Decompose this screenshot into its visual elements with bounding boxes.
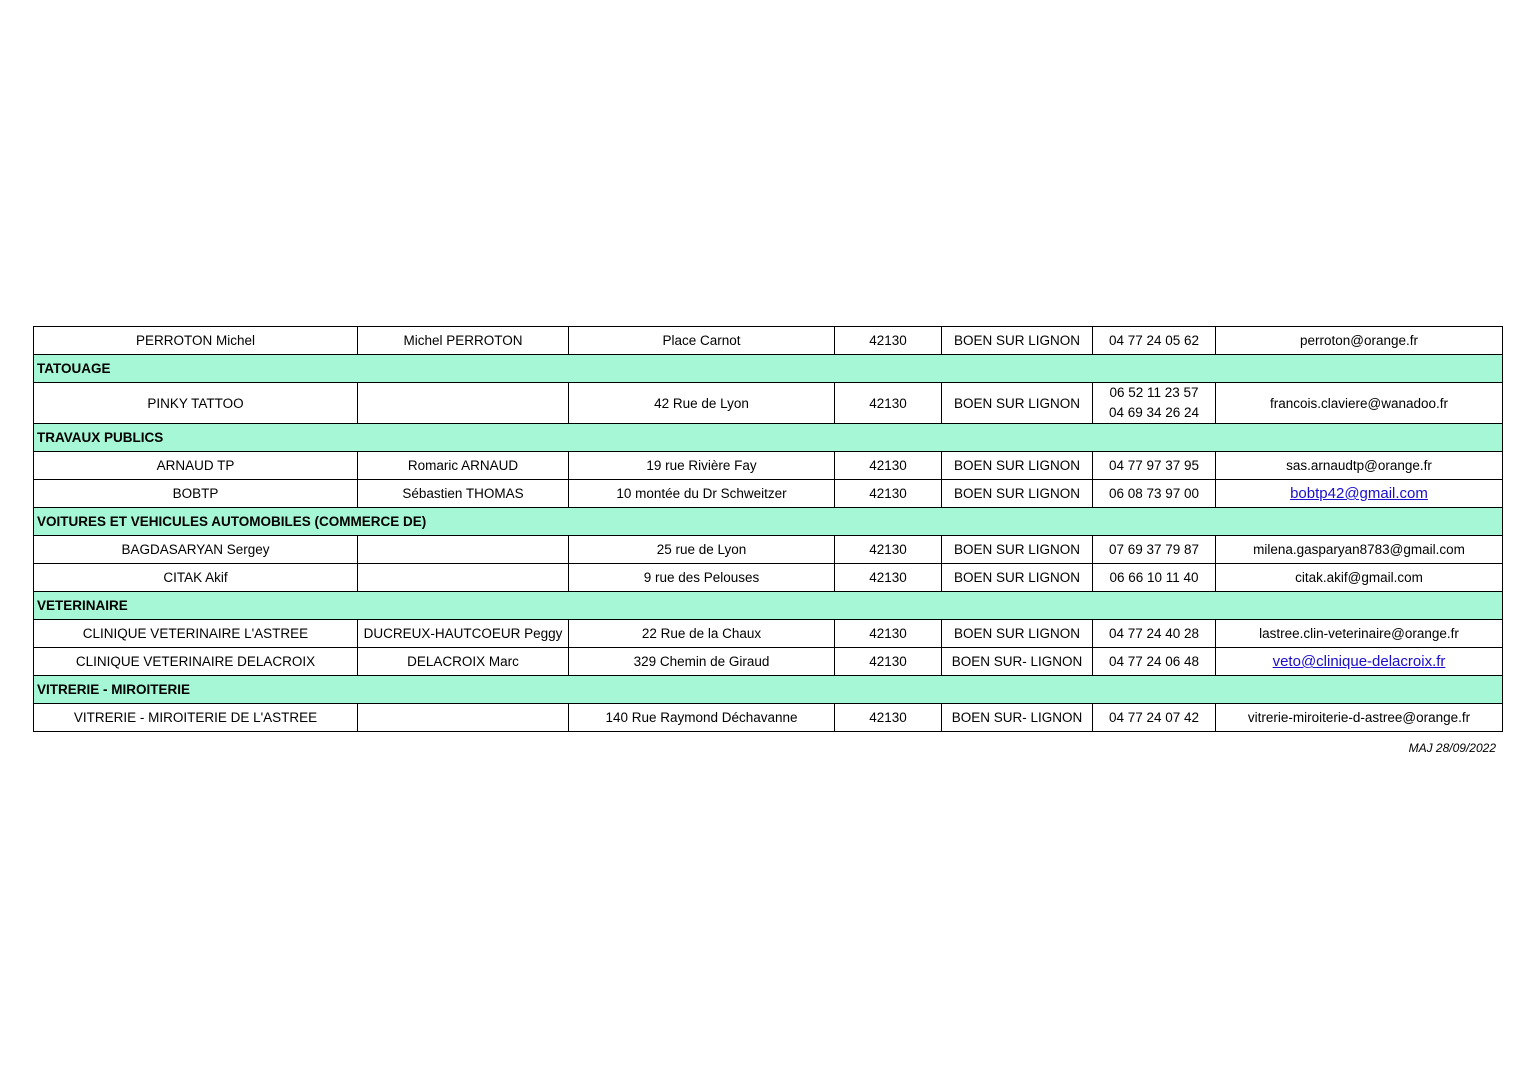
email-link[interactable]: veto@clinique-delacroix.fr bbox=[1272, 653, 1446, 670]
table-row bbox=[34, 327, 1503, 355]
section-label: TATOUAGE bbox=[34, 355, 1503, 383]
table-row bbox=[34, 564, 1503, 592]
email-cell: vitrerie-miroiterie-d-astree@orange.fr bbox=[1216, 704, 1503, 732]
business-name-cell: PERROTON Michel bbox=[34, 327, 358, 355]
contact-person-cell: Michel PERROTON bbox=[358, 327, 569, 355]
phone-number: 04 77 24 05 62 bbox=[1108, 332, 1200, 348]
contact-person-cell bbox=[358, 383, 569, 424]
business-name-cell: CLINIQUE VETERINAIRE DELACROIX bbox=[34, 648, 358, 676]
address-cell: Place Carnot bbox=[569, 327, 835, 355]
email-cell: lastree.clin-veterinaire@orange.fr bbox=[1216, 620, 1503, 648]
section-label: VOITURES ET VEHICULES AUTOMOBILES (COMMERCE DE) bbox=[34, 508, 1503, 536]
table-row bbox=[34, 452, 1503, 480]
business-name-cell: BOBTP bbox=[34, 480, 358, 508]
business-name-cell: VITRERIE - MIROITERIE DE L'ASTREE bbox=[34, 704, 358, 732]
phone-number: 04 77 24 40 28 bbox=[1108, 625, 1200, 641]
city-cell: BOEN SUR LIGNON bbox=[942, 383, 1093, 424]
contact-person-cell: DUCREUX-HAUTCOEUR Peggy bbox=[358, 620, 569, 648]
city-cell: BOEN SUR LIGNON bbox=[942, 480, 1093, 508]
postcode-cell: 42130 bbox=[835, 648, 942, 676]
postcode-cell: 42130 bbox=[835, 383, 942, 424]
contact-person-cell bbox=[358, 564, 569, 592]
business-name-cell: PINKY TATTOO bbox=[34, 383, 358, 424]
contact-person-cell: Romaric ARNAUD bbox=[358, 452, 569, 480]
email-link[interactable]: bobtp42@gmail.com bbox=[1290, 485, 1428, 502]
section-label: TRAVAUX PUBLICS bbox=[34, 424, 1503, 452]
section-header-row bbox=[34, 676, 1503, 704]
email-cell: perroton@orange.fr bbox=[1216, 327, 1503, 355]
phone-cell bbox=[1093, 536, 1216, 564]
phone-cell bbox=[1093, 620, 1216, 648]
city-cell: BOEN SUR- LIGNON bbox=[942, 648, 1093, 676]
table-row bbox=[34, 620, 1503, 648]
postcode-cell: 42130 bbox=[835, 536, 942, 564]
phone-cell bbox=[1093, 327, 1216, 355]
address-cell: 42 Rue de Lyon bbox=[569, 383, 835, 424]
phone-number: 04 77 24 06 48 bbox=[1108, 653, 1200, 669]
address-cell: 9 rue des Pelouses bbox=[569, 564, 835, 592]
update-note: MAJ 28/09/2022 bbox=[1408, 741, 1496, 755]
directory-body bbox=[34, 327, 1503, 732]
contact-person-cell bbox=[358, 536, 569, 564]
email-cell: citak.akif@gmail.com bbox=[1216, 564, 1503, 592]
city-cell: BOEN SUR- LIGNON bbox=[942, 704, 1093, 732]
phone-cell bbox=[1093, 704, 1216, 732]
postcode-cell: 42130 bbox=[835, 452, 942, 480]
business-name-cell: CITAK Akif bbox=[34, 564, 358, 592]
address-cell: 140 Rue Raymond Déchavanne bbox=[569, 704, 835, 732]
table-row bbox=[34, 383, 1503, 424]
city-cell: BOEN SUR LIGNON bbox=[942, 327, 1093, 355]
address-cell: 25 rue de Lyon bbox=[569, 536, 835, 564]
section-header-row bbox=[34, 424, 1503, 452]
phone-number: 04 77 97 37 95 bbox=[1108, 457, 1200, 473]
phone-cell bbox=[1093, 452, 1216, 480]
city-cell: BOEN SUR LIGNON bbox=[942, 620, 1093, 648]
table-row bbox=[34, 480, 1503, 508]
phone-cell bbox=[1093, 564, 1216, 592]
section-header-row bbox=[34, 508, 1503, 536]
city-cell: BOEN SUR LIGNON bbox=[942, 564, 1093, 592]
address-cell: 19 rue Rivière Fay bbox=[569, 452, 835, 480]
contact-person-cell: DELACROIX Marc bbox=[358, 648, 569, 676]
address-cell: 10 montée du Dr Schweitzer bbox=[569, 480, 835, 508]
email-cell: francois.claviere@wanadoo.fr bbox=[1216, 383, 1503, 424]
address-cell: 22 Rue de la Chaux bbox=[569, 620, 835, 648]
business-directory-table bbox=[33, 326, 1503, 732]
phone-cell bbox=[1093, 383, 1216, 424]
section-label: VITRERIE - MIROITERIE bbox=[34, 676, 1503, 704]
section-label: VETERINAIRE bbox=[34, 592, 1503, 620]
city-cell: BOEN SUR LIGNON bbox=[942, 536, 1093, 564]
phone-number: 06 66 10 11 40 bbox=[1109, 569, 1199, 585]
contact-person-cell bbox=[358, 704, 569, 732]
email-cell: milena.gasparyan8783@gmail.com bbox=[1216, 536, 1503, 564]
table-row bbox=[34, 704, 1503, 732]
email-cell[interactable] bbox=[1216, 480, 1503, 508]
contact-person-cell: Sébastien THOMAS bbox=[358, 480, 569, 508]
business-name-cell: CLINIQUE VETERINAIRE L'ASTREE bbox=[34, 620, 358, 648]
phone-number: 07 69 37 79 87 bbox=[1108, 541, 1200, 557]
postcode-cell: 42130 bbox=[835, 480, 942, 508]
phone-number: 06 52 11 23 57 bbox=[1109, 385, 1199, 400]
city-cell: BOEN SUR LIGNON bbox=[942, 452, 1093, 480]
phone-number: 06 08 73 97 00 bbox=[1108, 485, 1200, 501]
email-cell[interactable] bbox=[1216, 648, 1503, 676]
email-cell: sas.arnaudtp@orange.fr bbox=[1216, 452, 1503, 480]
phone-number: 04 77 24 07 42 bbox=[1108, 709, 1200, 725]
section-header-row bbox=[34, 592, 1503, 620]
postcode-cell: 42130 bbox=[835, 327, 942, 355]
postcode-cell: 42130 bbox=[835, 704, 942, 732]
phone-cell bbox=[1093, 648, 1216, 676]
postcode-cell: 42130 bbox=[835, 564, 942, 592]
section-header-row bbox=[34, 355, 1503, 383]
business-name-cell: ARNAUD TP bbox=[34, 452, 358, 480]
address-cell: 329 Chemin de Giraud bbox=[569, 648, 835, 676]
business-name-cell: BAGDASARYAN Sergey bbox=[34, 536, 358, 564]
phone-cell bbox=[1093, 480, 1216, 508]
phone-number: 04 69 34 26 24 bbox=[1108, 405, 1200, 420]
table-row bbox=[34, 536, 1503, 564]
table-row bbox=[34, 648, 1503, 676]
postcode-cell: 42130 bbox=[835, 620, 942, 648]
